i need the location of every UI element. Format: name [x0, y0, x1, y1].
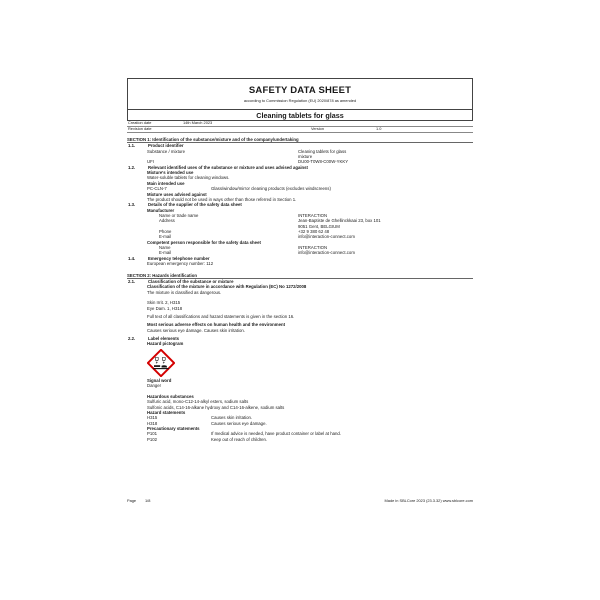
version-label: Version: [311, 125, 324, 131]
signal-word-title: Signal word: [147, 378, 172, 384]
emergency-text: European emergency number: 112: [147, 261, 214, 267]
h318-code: H318: [147, 420, 158, 426]
section2-heading: SECTION 2: Hazards identification: [127, 273, 473, 280]
hazard-class-1: Skin Irrit. 2, H315: [147, 300, 181, 306]
pc-code: PC-CLN-7: [147, 186, 167, 192]
safety-data-sheet: [127, 78, 473, 442]
name-value: INTERACTION: [298, 212, 328, 218]
s22-num: 2.2.: [128, 335, 136, 341]
intended-title: Mixture's intended use: [147, 170, 194, 176]
hazard-class-2: Eye Dam. 1, H318: [147, 305, 183, 311]
s22-title: Label elements: [148, 335, 180, 341]
revision-value: [183, 127, 311, 132]
substance-label: Substance / mixture: [147, 148, 185, 154]
p102-code: P102: [147, 436, 158, 442]
p102-text: Keep out of reach of children.: [211, 436, 268, 442]
s13-title: Details of the supplier of the safety data sheet: [148, 202, 242, 208]
regulation-note: according to Commission Regulation (EU) 2020/878 as amended: [243, 98, 357, 103]
h315-code: H315: [147, 415, 158, 421]
made-in-note: Made in SBLCore 2023 (23.3.32) www.sblcore.com: [384, 498, 473, 503]
pictogram-title: Hazard pictogram: [147, 341, 184, 347]
s13-num: 1.3.: [128, 202, 136, 208]
corrosion-pictogram-icon: [147, 349, 175, 377]
creation-label: Creation date: [128, 120, 152, 125]
hazardous-substance-2: Sulfonic acids, C14-16-alkane hydroxy and C14-16-alkene, sodium salts: [147, 404, 285, 410]
s14-title: Emergency telephone number: [148, 255, 210, 261]
page-footer: [127, 498, 473, 503]
pc-text: Glass/window/mirror cleaning products (excludes windscreens): [211, 186, 331, 192]
h315-text: Causes skin irritation.: [211, 415, 253, 421]
competent-title: Competent person responsible for the safety data sheet: [147, 239, 261, 245]
intended-text: Water-soluble tablets for cleaning windows.: [147, 175, 230, 181]
cp-name-value: INTERACTION: [298, 245, 328, 251]
p101-text: If medical advice is needed, have product container or label at hand.: [211, 431, 341, 437]
product-name: Cleaning tablets for glass: [127, 109, 473, 121]
substance-value: mixture: [298, 154, 313, 160]
address-line2: 9051 Gent, BELGIUM: [298, 223, 340, 229]
name-label: Name or trade name: [159, 212, 199, 218]
precautionary-title: Precautionary statements: [147, 425, 200, 431]
cp-email-label: E-mail: [159, 250, 172, 256]
classification-title: Classification of the mixture in accordance with Regulation (EC) No 1272/2008: [147, 284, 307, 290]
s12-num: 1.2.: [128, 164, 136, 170]
h318-text: Causes serious eye damage.: [211, 420, 267, 426]
product-label-value: Cleaning tablets for glass: [298, 148, 347, 154]
email-label: E-mail: [159, 234, 172, 240]
serious-effects-title: Most serious adverse effects on human health and the environment: [147, 322, 286, 328]
signal-word-value: Danger: [147, 383, 162, 389]
cp-name-label: Name: [159, 245, 171, 251]
manufacturer-title: Manufacturer: [147, 207, 175, 213]
advised-text: The product should not be used in ways other than those referred in Section 1.: [147, 196, 297, 202]
cp-email-value: info@interaction-connect.com: [298, 250, 355, 256]
hazardous-substance-1: Sulfuric acid, mono-C12-14-alkyl esters, sodium salts: [147, 399, 249, 405]
s14-num: 1.4.: [128, 255, 136, 261]
title-box: [127, 78, 473, 109]
p102-row: [147, 437, 473, 442]
page-label: Page: [127, 498, 137, 503]
p101-code: P101: [147, 431, 158, 437]
fulltext-note: Full text of all classifications and hazard statements is given in the section 16.: [147, 313, 295, 319]
s11-num: 1.1.: [128, 143, 136, 149]
ufi-label: UFI: [147, 159, 154, 165]
creation-value: 14th March 2023: [183, 120, 213, 125]
ufi-value: DU00-T0W8-C00W-YKKY: [298, 159, 349, 165]
advised-title: Mixture uses advised against: [147, 191, 207, 197]
hazard-statements-title: Hazard statements: [147, 409, 186, 415]
phone-value: +32 9 380 62 48: [298, 229, 330, 235]
phone-label: Phone: [159, 229, 172, 235]
email-value: info@interaction-connect.com: [298, 234, 355, 240]
revision-row: [127, 127, 473, 133]
main-use-title: Main intended use: [147, 180, 185, 186]
revision-label: Revision date: [128, 125, 152, 131]
s21-title: Classification of the substance or mixture: [148, 279, 234, 285]
classification-text: The mixture is classified as dangerous.: [147, 289, 222, 295]
s11-title: Product identifier: [148, 143, 184, 149]
s12-title: Relevant identified uses of the substance or mixture and uses advised against: [148, 164, 308, 170]
serious-effects-text: Causes serious eye damage. Causes skin irritation.: [147, 327, 245, 333]
address-label: Address: [159, 218, 175, 224]
section1-heading: SECTION 1: Identification of the substance/mixture and of the company/undertaking: [127, 137, 473, 144]
address-line1: Jean-Baptiste de Ghellinckkaai 23, box 101: [298, 218, 381, 224]
hazardous-substances-title: Hazardous substances: [147, 393, 194, 399]
document-title: SAFETY DATA SHEET: [248, 85, 352, 96]
version-value: 1.0: [376, 125, 382, 131]
page-number: 1/8: [145, 498, 151, 503]
s21-num: 2.1.: [128, 279, 136, 285]
